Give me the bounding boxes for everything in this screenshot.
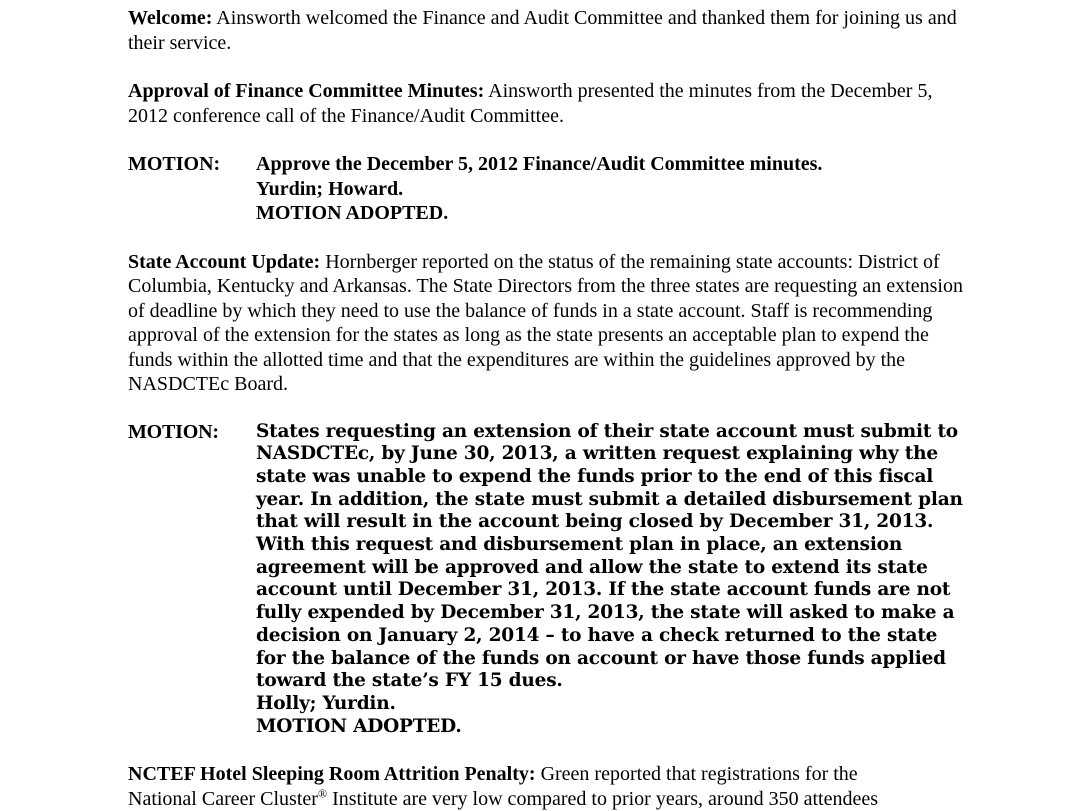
nctef-paragraph [128,762,968,811]
motion-label: MOTION: [128,420,219,443]
minutes-page [128,6,968,738]
approval-text: Ainsworth presented the minutes from the December 5, 2012 conference call of the Finance/Audit Committee. [128,80,933,127]
motion-result: MOTION ADOPTED. [256,715,462,737]
nctef-text-line2-rest: Institute are very low compared to prior years, around 350 attendees [327,787,878,810]
motion-movers: Holly; Yurdin. [256,692,396,714]
nctef-heading: NCTEF Hotel Sleeping Room Attrition Penalty: [128,763,536,785]
state-account-text: Hornberger reported on the status of the remaining state accounts: District of Columbia, Kentucky and Arkansas. The State Directors from the three states are requesting an extension of deadline by which they need to use the balance of funds in a state account. Staff is recommending approval of the extension for the states as long as the state presents an acceptable plan to expend the funds within the allotted time and that the expenditures are within the guidelines approved by the NASDCTEc Board. [128,250,963,395]
motion-text: Approve the December 5, 2012 Finance/Audit Committee minutes. [256,153,823,175]
nctef-text-line2: National Career Cluster [128,787,318,810]
nctef-text: Green reported that registrations for the [535,763,858,785]
welcome-heading: Welcome: [128,7,213,29]
state-account-paragraph [128,250,968,397]
approval-heading: Approval of Finance Committee Minutes: [128,80,485,102]
welcome-text: Ainsworth welcomed the Finance and Audit Committee and thanked them for joining us and their service. [128,7,957,54]
motion-result: MOTION ADOPTED. [256,202,449,224]
motion-text: States requesting an extension of their state account must submit to NASDCTEc, by June 30, 2013, a written request explaining why the state was unable to expend the funds prior to the end of this fiscal year. In addition, the state must submit a detailed disbursement plan that will result in the account being closed by December 31, 2013. With this request and disbursement plan in place, an extension agreement will be approved and allow the state to extend its state account until December 31, 2013. If the state account funds are not fully expended by December 31, 2013, the state will asked to make a decision on January 2, 2014 – to have a check returned to the state for the balance of the funds on account or have those funds applied toward the state’s FY 15 dues. [256,420,963,692]
motion-movers: Yurdin; Howard. [256,177,404,200]
motion-label: MOTION: [128,153,221,175]
motion-state-extension [128,421,968,739]
registered-mark: ® [317,785,328,800]
motion-body [256,152,968,226]
state-account-heading: State Account Update: [128,250,321,273]
welcome-paragraph [128,6,968,55]
motion-body [256,421,968,739]
approval-paragraph [128,79,968,128]
motion-approve-minutes [128,152,968,226]
